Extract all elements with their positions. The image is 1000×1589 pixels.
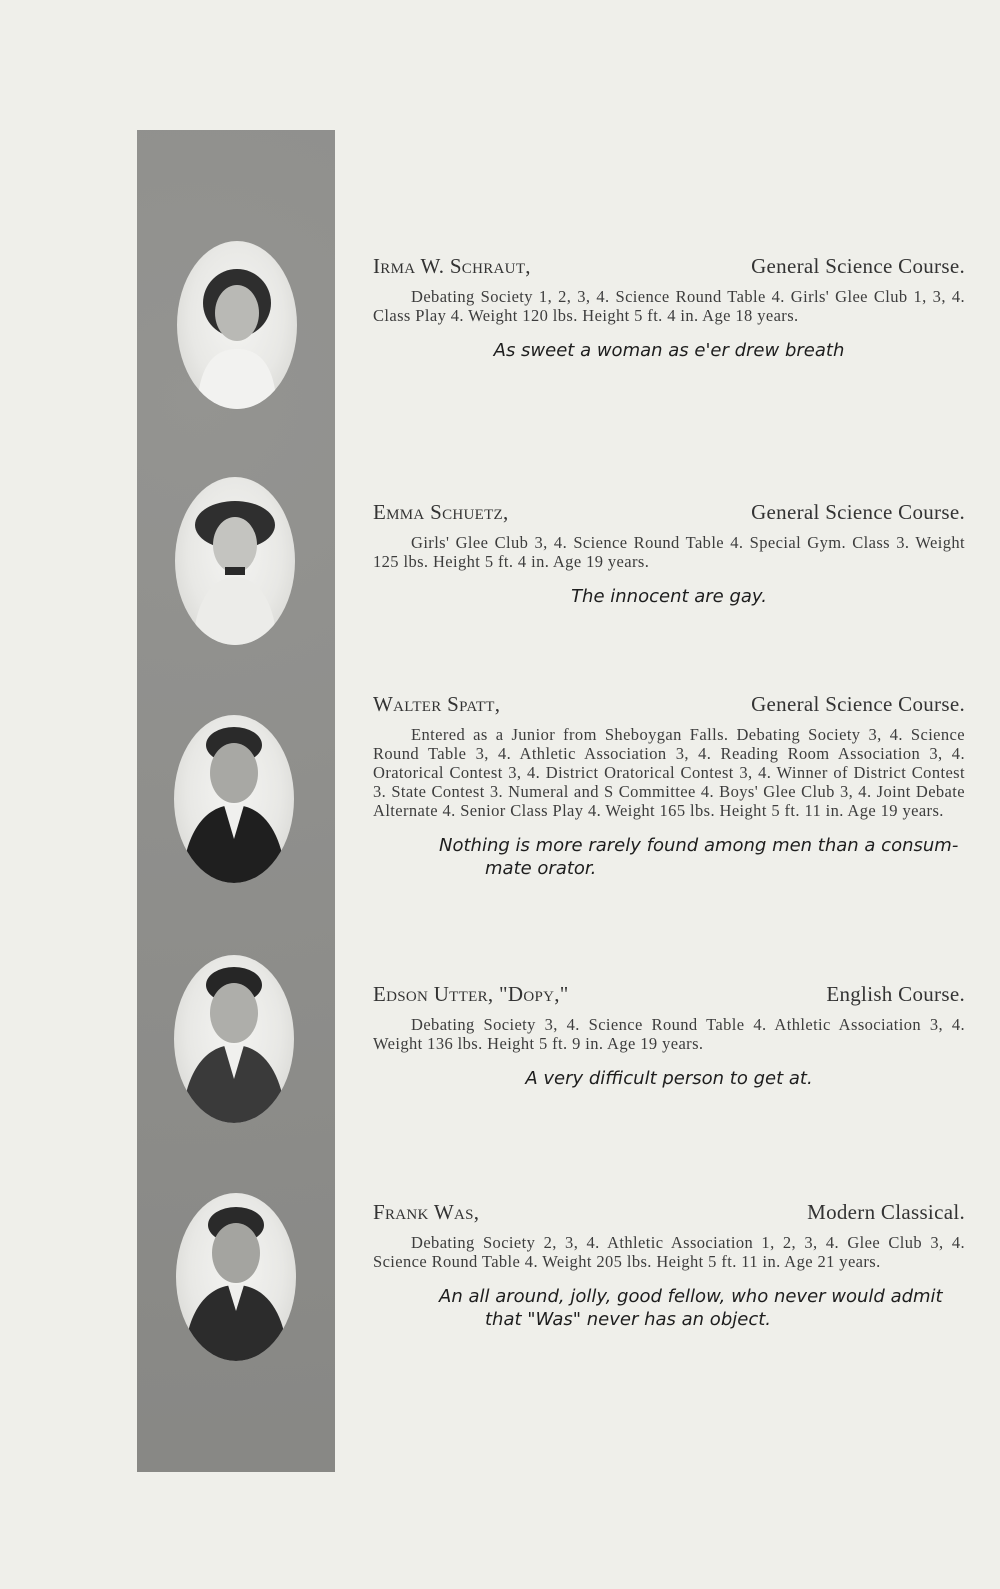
course-name: General Science Course. — [751, 500, 965, 524]
course-name: General Science Course. — [751, 692, 965, 716]
student-motto — [373, 1285, 965, 1331]
portrait-man-icon — [176, 1193, 296, 1361]
student-name: Walter Spatt, — [373, 692, 501, 716]
portrait-man-icon — [174, 715, 294, 883]
entry-irma-schraut — [373, 254, 965, 362]
student-motto: A very difficult person to get at. — [525, 1068, 813, 1089]
student-description: Debating Society 3, 4. Science Round Table 4. Athletic Association 3, 4. Weight 136 lbs. Height 5 ft. 9 in. Age 19 years. — [373, 1015, 965, 1053]
motto-line: that "Was" never has an object. — [485, 1309, 771, 1330]
student-description: Entered as a Junior from Sheboygan Falls. Debating Society 3, 4. Science Round Table 3, 4. Athletic Association 3, 4. Reading Room Association 3, 4. Oratorical Contest 3, 4. District Oratorical Contest 3, 4. Winner of District Contest 3. State Contest 3. Numeral and S Committee 4. Boys' Glee Club 3, 4. Joint Debate Alternate 4. Senior Class Play 4. Weight 165 lbs. Height 5 ft. 11 in. Age 19 years. — [373, 725, 965, 820]
course-name: English Course. — [826, 982, 965, 1006]
entry-frank-was — [373, 1200, 965, 1331]
student-name: Frank Was, — [373, 1200, 480, 1224]
student-description: Girls' Glee Club 3, 4. Science Round Table 4. Special Gym. Class 3. Weight 125 lbs. Height 5 ft. 4 in. Age 19 years. — [373, 533, 965, 571]
entry-edson-utter — [373, 982, 965, 1090]
portrait-woman-icon — [175, 477, 295, 645]
entry-walter-spatt — [373, 692, 965, 880]
student-name: Emma Schuetz, — [373, 500, 509, 524]
student-name: Edson Utter, "Dopy," — [373, 982, 569, 1006]
entry-emma-schuetz — [373, 500, 965, 608]
student-name: Irma W. Schraut, — [373, 254, 531, 278]
student-motto — [373, 834, 965, 880]
course-name: Modern Classical. — [807, 1200, 965, 1224]
portrait-woman-icon — [177, 241, 297, 409]
motto-line: Nothing is more rarely found among men than a consum- — [439, 835, 959, 856]
motto-line: An all around, jolly, good fellow, who never would admit — [439, 1286, 943, 1307]
student-description: Debating Society 1, 2, 3, 4. Science Round Table 4. Girls' Glee Club 1, 3, 4. Class Play 4. Weight 120 lbs. Height 5 ft. 4 in. Age 18 years. — [373, 287, 965, 325]
portrait-man-icon — [174, 955, 294, 1123]
motto-line: mate orator. — [485, 858, 597, 879]
student-motto: The innocent are gay. — [571, 586, 767, 607]
course-name: General Science Course. — [751, 254, 965, 278]
student-description: Debating Society 2, 3, 4. Athletic Association 1, 2, 3, 4. Glee Club 3, 4. Science Round Table 4. Weight 205 lbs. Height 5 ft. 11 in. Age 21 years. — [373, 1233, 965, 1271]
student-motto: As sweet a woman as e'er drew breath — [493, 340, 845, 361]
